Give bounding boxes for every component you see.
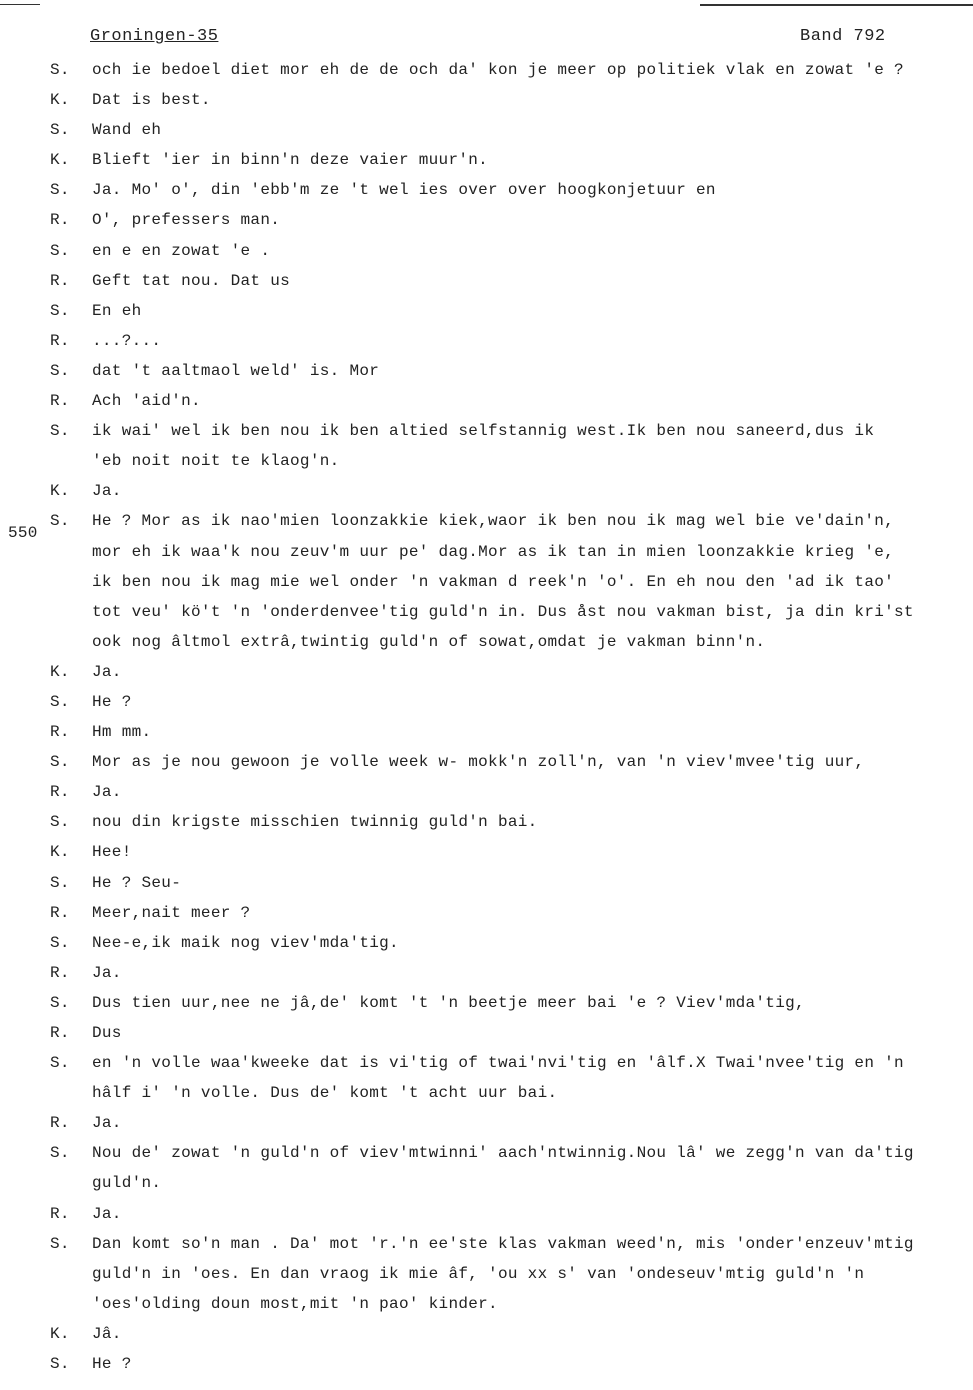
transcript-line: [0, 1018, 973, 1048]
transcript-line: [0, 1199, 973, 1229]
transcript-line: [0, 837, 973, 867]
transcript-line: [0, 1108, 973, 1138]
transcript-line: [0, 145, 973, 175]
utterance-text: ik ben nou ik mag mie wel onder 'n vakman d reek'n 'o'. En eh nou den 'ad ik tao': [92, 572, 895, 591]
utterance-text: He ? Seu-: [92, 873, 182, 892]
utterance-text: ...?...: [92, 331, 162, 350]
speaker-label: K.: [50, 482, 70, 501]
transcript-line: [0, 1319, 973, 1349]
transcript-line: [0, 1138, 973, 1168]
utterance-text: ik wai' wel ik ben nou ik ben altied selfstannig west.Ik ben nou saneerd,dus ik: [92, 422, 875, 441]
transcript-line: [0, 868, 973, 898]
utterance-text: 'eb noit noit te klaog'n.: [92, 452, 340, 471]
utterance-text: tot veu' kö't 'n 'onderdenvee'tig guld'n in. Dus åst nou vakman bist, ja din kri'st: [92, 602, 914, 621]
speaker-label: R.: [50, 331, 70, 350]
utterance-text: He ?: [92, 692, 132, 711]
transcript-line: [0, 1168, 973, 1198]
utterance-text: O', prefessers man.: [92, 211, 281, 230]
speaker-label: R.: [50, 783, 70, 802]
transcript-line: [0, 1349, 973, 1379]
speaker-label: R.: [50, 903, 70, 922]
document-title: Groningen-35: [90, 27, 219, 46]
utterance-text: Ach 'aid'n.: [92, 392, 201, 411]
utterance-text: Dat is best.: [92, 91, 211, 110]
transcript-line: [0, 296, 973, 326]
transcript-line: [0, 506, 973, 543]
transcript-line: [0, 657, 973, 687]
transcript-line: [0, 597, 973, 627]
transcript-line: [0, 85, 973, 115]
transcript: [0, 55, 973, 1379]
utterance-text: He ? Mor as ik nao'mien loonzakkie kiek,waor ik ben nou ik mag wel bie ve'dain'n,: [92, 512, 895, 531]
utterance-text: Blieft 'ier in binn'n deze vaier muur'n.: [92, 151, 489, 170]
transcript-line: [0, 356, 973, 386]
transcript-line: [0, 416, 973, 446]
transcript-line: [0, 717, 973, 747]
speaker-label: S.: [50, 692, 70, 711]
speaker-label: S.: [50, 422, 70, 441]
transcript-line: [0, 55, 973, 85]
utterance-text: hâlf i' 'n volle. Dus de' komt 't acht uur bai.: [92, 1084, 558, 1103]
transcript-line: [0, 958, 973, 988]
transcript-line: [0, 567, 973, 597]
utterance-text: guld'n in 'oes. En dan vraog ik mie âf, 'ou xx s' van 'ondeseuv'mtig guld'n 'n: [92, 1264, 865, 1283]
transcript-line: [0, 446, 973, 476]
utterance-text: Ja.: [92, 482, 122, 501]
speaker-label: R.: [50, 271, 70, 290]
utterance-text: Hm mm.: [92, 723, 152, 742]
utterance-text: Nou de' zowat 'n guld'n of viev'mtwinni' aach'ntwinnig.Nou lâ' we zegg'n van da'tig: [92, 1144, 914, 1163]
transcript-line: [0, 537, 973, 567]
transcript-line: [0, 1048, 973, 1078]
utterance-text: och ie bedoel diet mor eh de de och da' kon je meer op politiek vlak en zowat 'e ?: [92, 61, 904, 79]
transcript-line: [0, 747, 973, 777]
transcript-line: [0, 1289, 973, 1319]
transcript-line: [0, 1229, 973, 1259]
speaker-label: S.: [50, 933, 70, 952]
speaker-label: S.: [50, 181, 70, 200]
speaker-label: S.: [50, 873, 70, 892]
utterance-text: Ja.: [92, 1204, 122, 1223]
speaker-label: R.: [50, 723, 70, 742]
speaker-label: K.: [50, 662, 70, 681]
transcript-line: [0, 205, 973, 235]
speaker-label: S.: [50, 121, 70, 140]
speaker-label: K.: [50, 151, 70, 170]
utterance-text: en 'n volle waa'kweeke dat is vi'tig of twai'nvi'tig en 'âlf.X Twai'nvee'tig en 'n: [92, 1054, 904, 1073]
speaker-label: S.: [50, 753, 70, 772]
utterance-text: Jâ.: [92, 1324, 122, 1343]
utterance-text: Dus: [92, 1024, 122, 1042]
transcript-line: [0, 928, 973, 958]
speaker-label: S.: [50, 1355, 70, 1374]
transcript-line: [0, 898, 973, 928]
transcript-line: [0, 1078, 973, 1108]
transcript-line: [0, 476, 973, 506]
transcript-line: [0, 175, 973, 205]
speaker-label: S.: [50, 1054, 70, 1073]
speaker-label: S.: [50, 241, 70, 260]
speaker-label: R.: [50, 1024, 70, 1042]
utterance-text: He ?: [92, 1355, 132, 1374]
utterance-text: mor eh ik waa'k nou zeuv'm uur pe' dag.Mor as ik tan in mien loonzakkie krieg 'e,: [92, 542, 895, 561]
speaker-label: S.: [50, 512, 70, 531]
speaker-label: R.: [50, 1204, 70, 1223]
speaker-label: R.: [50, 963, 70, 982]
top-rule-right: [700, 4, 973, 6]
utterance-text: Dus tien uur,nee ne jâ,de' komt 't 'n beetje meer bai 'e ? Viev'mda'tig,: [92, 993, 805, 1012]
utterance-text: Wand eh: [92, 121, 162, 140]
transcript-line: [0, 236, 973, 266]
transcript-line: [0, 266, 973, 296]
utterance-text: 'oes'olding doun most,mit 'n pao' kinder.: [92, 1294, 498, 1313]
utterance-text: Geft tat nou. Dat us: [92, 271, 291, 290]
transcript-line: [0, 386, 973, 416]
speaker-label: S.: [50, 301, 70, 320]
speaker-label: R.: [50, 211, 70, 230]
utterance-text: Ja. Mo' o', din 'ebb'm ze 't wel ies over over hoogkonjetuur en: [92, 181, 716, 200]
margin-line-number: 550: [8, 524, 38, 543]
utterance-text: en e en zowat 'e .: [92, 241, 271, 260]
top-rule-left: [0, 4, 40, 5]
utterance-text: Mor as je nou gewoon je volle week w- mokk'n zoll'n, van 'n viev'mvee'tig uur,: [92, 753, 865, 772]
speaker-label: S.: [50, 993, 70, 1012]
utterance-text: ook nog âltmol extrâ,twintig guld'n of sowat,omdat je vakman binn'n.: [92, 632, 766, 651]
transcript-line: [0, 115, 973, 145]
speaker-label: K.: [50, 91, 70, 110]
speaker-label: S.: [50, 813, 70, 832]
utterance-text: nou din krigste misschien twinnig guld'n bai.: [92, 813, 538, 832]
tape-number: Band 792: [800, 27, 886, 46]
speaker-label: K.: [50, 843, 70, 862]
utterance-text: En eh: [92, 301, 142, 320]
transcript-line: [0, 687, 973, 717]
transcript-line: [0, 1259, 973, 1289]
utterance-text: Ja.: [92, 963, 122, 982]
transcript-line: [0, 807, 973, 837]
transcript-line: [0, 627, 973, 657]
utterance-text: guld'n.: [92, 1174, 162, 1193]
speaker-label: R.: [50, 1114, 70, 1133]
transcript-line: [0, 777, 973, 807]
transcript-line: [0, 988, 973, 1018]
speaker-label: S.: [50, 361, 70, 380]
utterance-text: Meer,nait meer ?: [92, 903, 251, 922]
speaker-label: S.: [50, 1144, 70, 1163]
speaker-label: S.: [50, 1234, 70, 1253]
speaker-label: R.: [50, 392, 70, 411]
utterance-text: Dan komt so'n man . Da' mot 'r.'n ee'ste klas vakman weed'n, mis 'onder'enzeuv'mtig: [92, 1234, 914, 1253]
utterance-text: Ja.: [92, 662, 122, 681]
utterance-text: Hee!: [92, 843, 132, 862]
utterance-text: Nee-e,ik maik nog viev'mda'tig.: [92, 933, 399, 952]
transcript-line: [0, 326, 973, 356]
speaker-label: K.: [50, 1324, 70, 1343]
utterance-text: Ja.: [92, 1114, 122, 1133]
speaker-label: S.: [50, 61, 70, 79]
utterance-text: Ja.: [92, 783, 122, 802]
utterance-text: dat 't aaltmaol weld' is. Mor: [92, 361, 380, 380]
